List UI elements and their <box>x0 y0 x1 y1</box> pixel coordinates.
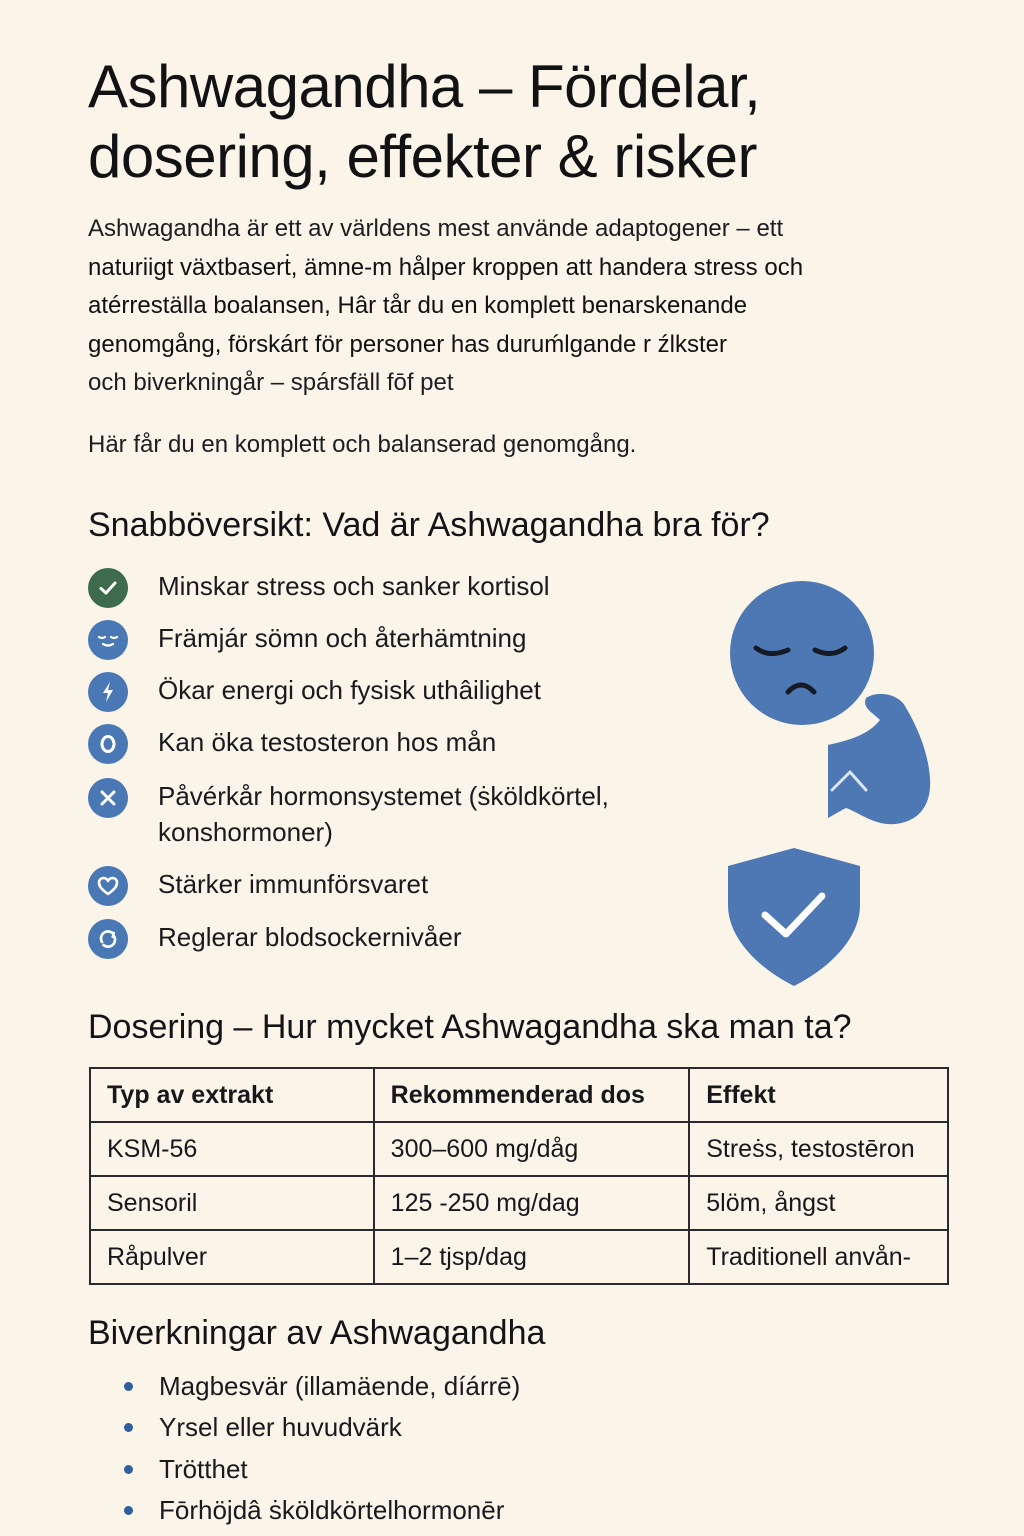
side-effect-text: Fōrhöjdâ ṡköldkörtelhormonēr <box>159 1495 505 1525</box>
benefit-text: Ökar energi och fysisk uthâilighet <box>158 675 541 705</box>
page-title: Ashwagandha – Fördelar, dosering, effekter & risker <box>88 53 761 190</box>
table-cell: 125 -250 mg/dag <box>374 1176 690 1230</box>
benefit-text: Kan öka testosteron hos mån <box>158 727 497 757</box>
table-row <box>90 1122 948 1176</box>
table-cell: Sensoril <box>90 1176 374 1230</box>
intro-line: Ashwagandha är ett av världens mest använde adaptogener – ett <box>88 215 784 242</box>
table-cell: Streṡs, testostēron <box>689 1122 948 1176</box>
benefit-text: Stärker immunförsvaret <box>158 869 429 899</box>
sad-face-icon <box>730 581 874 725</box>
intro-line: genomgång, förskárt för personer has duruḿlgande r źlkster <box>88 330 727 358</box>
column-header: Typ av extrakt <box>90 1068 374 1122</box>
shield-check-icon <box>728 848 860 986</box>
table-cell: 1–2 tjsp/dag <box>374 1230 690 1284</box>
bullet-icon <box>124 1382 133 1391</box>
benefit-text: Minskar stress och sanker kortisol <box>158 571 550 601</box>
table-cell: 300–600 mg/dåg <box>374 1122 690 1176</box>
overview-heading: Snabböversikt: Vad är Ashwagandha bra för? <box>88 506 770 544</box>
side-effect-text: Yrsel eller huvudvärk <box>159 1412 402 1442</box>
intro-line: naturiigt växtbaserṫ, ämne-m hålper kroppen att handera stress och <box>88 253 804 281</box>
benefit-text: Reglerar blodsockernivåer <box>158 922 462 952</box>
benefit-text: Påvérkår hormonsystemet (ṡköldkörtel, konshormoner) <box>158 781 609 847</box>
list-item <box>124 1449 248 1489</box>
table-row <box>90 1230 948 1284</box>
table-cell: 5löm, ångst <box>689 1176 948 1230</box>
list-item <box>124 1366 520 1406</box>
list-item <box>124 1407 402 1447</box>
side-effect-text: Trötthet <box>159 1454 248 1484</box>
table-row <box>90 1176 948 1230</box>
dosing-table <box>89 1067 949 1285</box>
intro-line: atérreställa boalansen, Hâr tår du en komplett benarskenande <box>88 292 748 319</box>
table-cell: Råpulver <box>90 1230 374 1284</box>
column-header: Effekt <box>689 1068 948 1122</box>
summary-text: Här får du en komplett och balanserad genomgång. <box>88 431 637 458</box>
side-effects-heading: Biverkningar av Ashwagandha <box>88 1314 546 1352</box>
list-item <box>124 1490 504 1530</box>
column-header: Rekommenderad dos <box>374 1068 690 1122</box>
flexed-arm-icon <box>828 694 930 824</box>
table-cell: Traditionell anvån- <box>689 1230 948 1284</box>
bullet-icon <box>124 1465 133 1474</box>
intro-line: och biverkningår – spársfäll fōf pet <box>88 369 454 396</box>
bullet-icon <box>124 1423 133 1432</box>
dosing-heading: Dosering – Hur mycket Ashwagandha ska man ta? <box>88 1008 852 1046</box>
side-effect-text: Magbesvär (illamäende, díárrē) <box>159 1371 521 1401</box>
benefit-text: Främjár sömn och återhämtning <box>158 623 527 653</box>
bullet-icon <box>124 1506 133 1515</box>
table-cell: KSM-56 <box>90 1122 374 1176</box>
table-header-row <box>90 1068 948 1122</box>
